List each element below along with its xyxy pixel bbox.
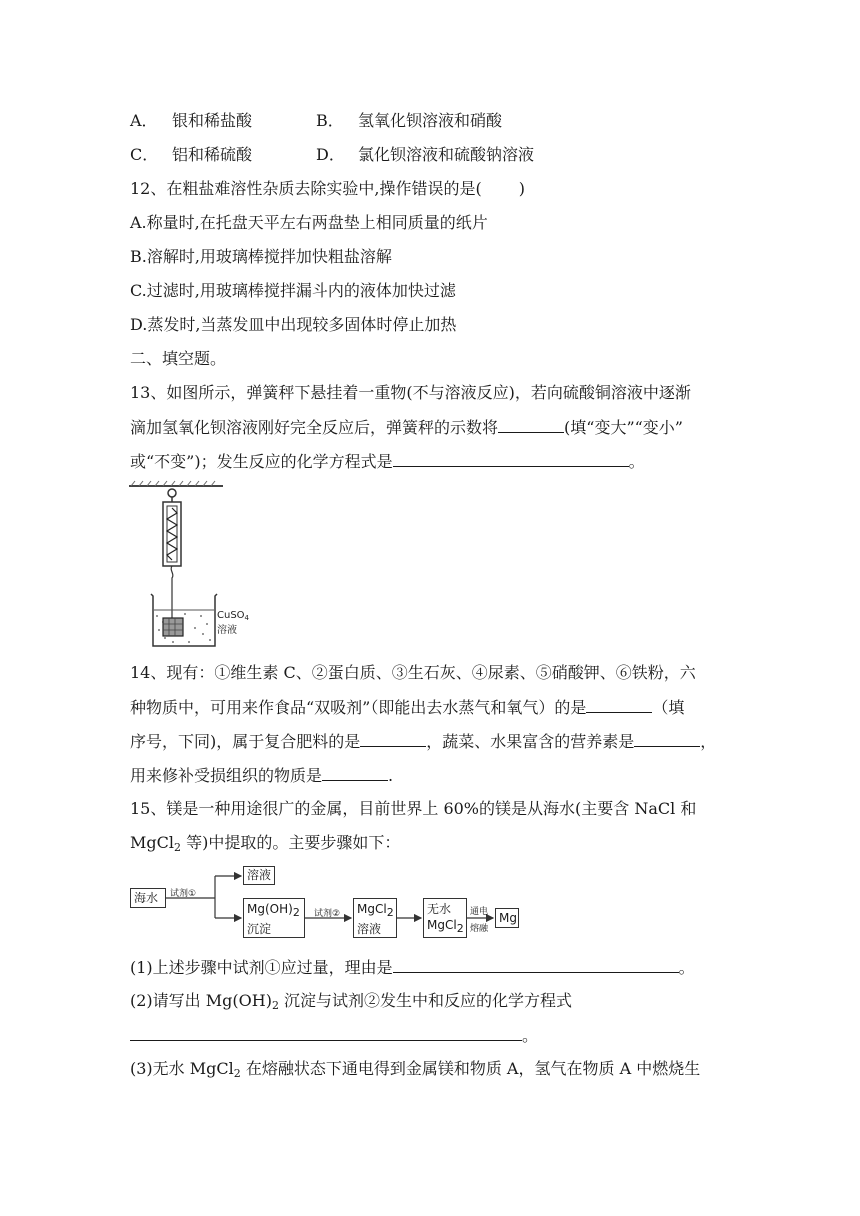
answer-blank[interactable] (498, 416, 564, 433)
q15-sub-3 (130, 1058, 700, 1085)
option-b-label: B． (316, 111, 344, 130)
mg-box: Mg (495, 908, 519, 928)
q14-text-3c: ， (700, 732, 717, 751)
q15-line-1: 15、镁是一种用途很广的金属，目前世界上 60%的镁是从海水(主要含 NaCl 和 (130, 799, 697, 818)
answer-blank[interactable] (393, 956, 679, 973)
option-d-text: 氯化钡溶液和硫酸钠溶液 (358, 145, 535, 164)
q14-text-2a: 种物质中，可用来作食品“双吸剂”（即能出去水蒸气和氧气）的是 (130, 698, 587, 717)
figure-label-solution: 溶液 (217, 625, 237, 636)
q14-line-3 (130, 730, 716, 753)
q14-text-3a: 序号，下同)，属于复合肥料的是 (130, 732, 361, 751)
q14-text-2b: （填 (652, 698, 685, 717)
q12-stem: 12、在粗盐难溶性杂质去除实验中,操作错误的是( ) (130, 179, 526, 198)
q13-line-2 (130, 416, 683, 439)
q12-choice-d: D.蒸发时,当蒸发皿中出现较多固体时停止加热 (130, 315, 457, 334)
answer-blank[interactable] (634, 730, 700, 747)
q15-sub-2-answer-line (130, 1024, 538, 1047)
q12-choice-c: C.过滤时,用玻璃棒搅拌漏斗内的液体加快过滤 (130, 281, 456, 300)
mgcl2-formula: MgCl$_2$ (357, 902, 394, 919)
q15-sub-1 (130, 956, 695, 979)
q13-text-2b: (填“变大”“变小” (564, 418, 683, 437)
spring-scale-figure (125, 478, 265, 654)
option-a-label: A． (130, 111, 158, 130)
mgcl2-solution-box (353, 898, 397, 938)
q14-line-4 (130, 764, 393, 787)
subscript: 2 (173, 841, 181, 854)
mgoh2-precipitate-box (243, 898, 305, 938)
subscript: 2 (233, 1067, 241, 1080)
q13-text-3b: 。 (628, 452, 645, 471)
q13-text-3a: 或“不变”)；发生反应的化学方程式是 (130, 452, 393, 471)
precipitate-text: 沉淀 (247, 922, 272, 936)
q12-choice-b: B.溶解时,用玻璃棒搅拌加快粗盐溶解 (130, 247, 392, 266)
reagent-1-label: 试剂① (170, 889, 197, 899)
q15-sub-2 (130, 990, 572, 1017)
section-heading: 二、填空题。 (130, 349, 227, 368)
q14-text-4a: 用来修补受损组织的物质是 (130, 766, 323, 785)
answer-blank[interactable] (130, 1024, 522, 1041)
q14-line-2 (130, 696, 684, 719)
q15-line-2 (130, 832, 400, 859)
q14-text-4b: . (388, 766, 394, 785)
option-d-label: D． (316, 145, 345, 164)
q15-sub-2-text-a: (2)请写出 Mg(OH) (130, 991, 272, 1010)
q14-text-3b: ，蔬菜、水果富含的营养素是 (426, 732, 635, 751)
q15-sub-2-text-b: 沉淀与试剂②发生中和反应的化学方程式 (278, 991, 573, 1010)
mgcl2-solution-text: 溶液 (357, 922, 382, 936)
answer-blank[interactable] (322, 764, 388, 781)
q12-choice-a: A.称量时,在托盘天平左右两盘垫上相同质量的纸片 (130, 213, 488, 232)
option-a-text: 银和稀盐酸 (172, 111, 253, 130)
q15-sub-1-text: (1)上述步骤中试剂①应过量，理由是 (130, 958, 393, 977)
q13-text-2a: 滴加氢氧化钡溶液刚好完全反应后，弹簧秤的示数将 (130, 418, 499, 437)
mgcl2-formula: MgCl (130, 833, 174, 852)
q14-line-1: 14、现有：①维生素 C、②蛋白质、③生石灰、④尿素、⑤硝酸钾、⑥铁粉，六 (130, 663, 696, 682)
anhydrous-text: 无水 (427, 902, 452, 916)
electrolysis-label-1: 通电 (470, 907, 489, 917)
figure-label-cuso4: CuSO$_4$ (217, 610, 250, 622)
q15-sub-2-end: 。 (522, 1026, 539, 1045)
subscript: 2 (271, 999, 279, 1012)
option-c-label: C． (130, 145, 159, 164)
anhydrous-mgcl2-formula: MgCl$_2$ (427, 918, 464, 935)
mgoh2-formula: $Mg(OH)_2$ (247, 902, 300, 919)
seawater-box: 海水 (130, 888, 166, 908)
q15-sub-3-text-b: 在熔融状态下通电得到金属镁和物质 A，氢气在物质 A 中燃烧生 (240, 1059, 701, 1078)
answer-blank[interactable] (360, 730, 426, 747)
answer-blank[interactable] (586, 696, 652, 713)
q15-sub-1-end: 。 (678, 958, 695, 977)
solution-box: 溶液 (243, 866, 275, 885)
q11-options-row-1 (130, 110, 502, 132)
electrolysis-label-2: 熔融 (470, 924, 489, 934)
option-c-text: 铝和稀硫酸 (172, 145, 253, 164)
q13-line-3 (130, 450, 645, 473)
q15-text-2b: 等)中提取的。主要步骤如下： (180, 833, 401, 852)
anhydrous-mgcl2-box (423, 898, 467, 938)
option-b-text: 氢氧化钡溶液和硝酸 (358, 111, 503, 130)
reagent-2-label: 试剂② (314, 909, 341, 919)
answer-blank[interactable] (393, 450, 629, 467)
q13-line-1: 13、如图所示，弹簧秤下悬挂着一重物(不与溶液反应)，若向硫酸铜溶液中逐渐 (130, 383, 691, 402)
q15-sub-3-text-a: (3)无水 MgCl (130, 1059, 234, 1078)
q11-options-row-2 (130, 144, 534, 166)
